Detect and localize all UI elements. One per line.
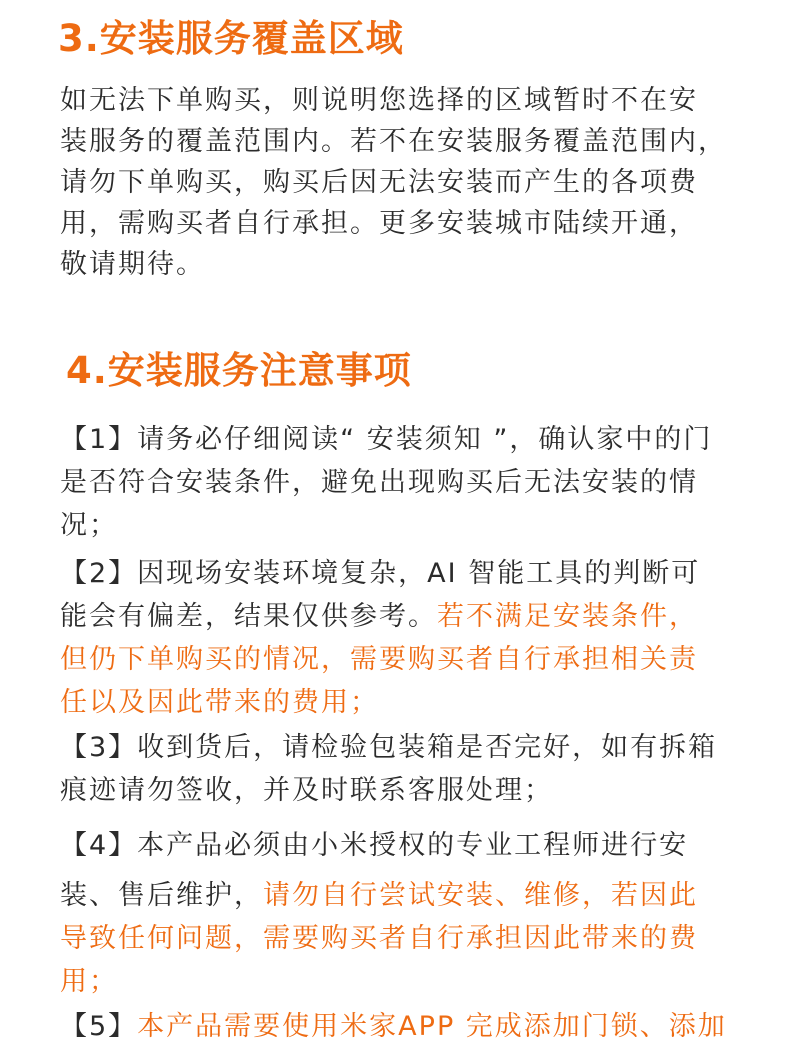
notice-line: 况； [60,510,118,541]
notice-text: 【5】 [60,1011,138,1042]
notice-line-mixed [60,1005,740,1048]
notice-text: 能会有偏差，结果仅供参考。 [60,601,437,632]
notice-warning-line: 导致任何问题，需要购买者自行承担因此带来的费 [60,923,698,954]
section-3-title: 3.安装服务覆盖区域 [58,17,404,60]
notice-line: 痕迹请勿签收，并及时联系客服处理； [60,775,553,806]
notice-line: 是否符合安装条件，避免出现购买后无法安装的情 [60,467,698,498]
section-3-line: 用，需购买者自行承担。更多安装城市陆续开通， [60,208,698,239]
section-3-line: 装服务的覆盖范围内。若不在安装服务覆盖范围内， [60,126,727,157]
notice-line: 【2】因现场安装环境复杂，AI 智能工具的判断可 [60,558,701,589]
notice-warning-line: 但仍下单购买的情况，需要购买者自行承担相关责 [60,644,698,675]
notice-item-5 [60,1005,740,1048]
section-3-body [60,80,740,285]
notice-warning-text: 若不满足安装条件， [437,601,698,632]
notice-warning-text: 本产品需要使用米家APP 完成添加门锁、添加 [137,1011,727,1042]
notice-line: 【1】请务必仔细阅读“ 安装须知 ”，确认家中的门 [60,424,713,455]
notice-line-mixed [60,595,740,638]
section-3-line: 敬请期待。 [60,249,205,280]
notice-line-mixed [60,874,740,917]
notice-item-2 [60,552,740,724]
notice-item-3 [60,726,740,812]
notice-text: 装、售后维护， [60,880,263,911]
notice-warning-line: 用； [60,966,118,997]
notice-item-1 [60,418,740,547]
notice-warning-text: 请勿自行尝试安装、维修，若因此 [263,880,698,911]
section-3-line: 请勿下单购买，购买后因无法安装而产生的各项费 [60,167,698,198]
notice-item-4 [60,818,740,1003]
notice-line: 【4】本产品必须由小米授权的专业工程师进行安 [60,830,689,861]
notice-line: 【3】收到货后，请检验包装箱是否完好，如有拆箱 [60,732,718,763]
section-4-title: 4.安装服务注意事项 [66,349,412,392]
notice-warning-line: 任以及因此带来的费用； [60,687,379,718]
section-3-line: 如无法下单购买，则说明您选择的区域暂时不在安 [60,85,698,116]
